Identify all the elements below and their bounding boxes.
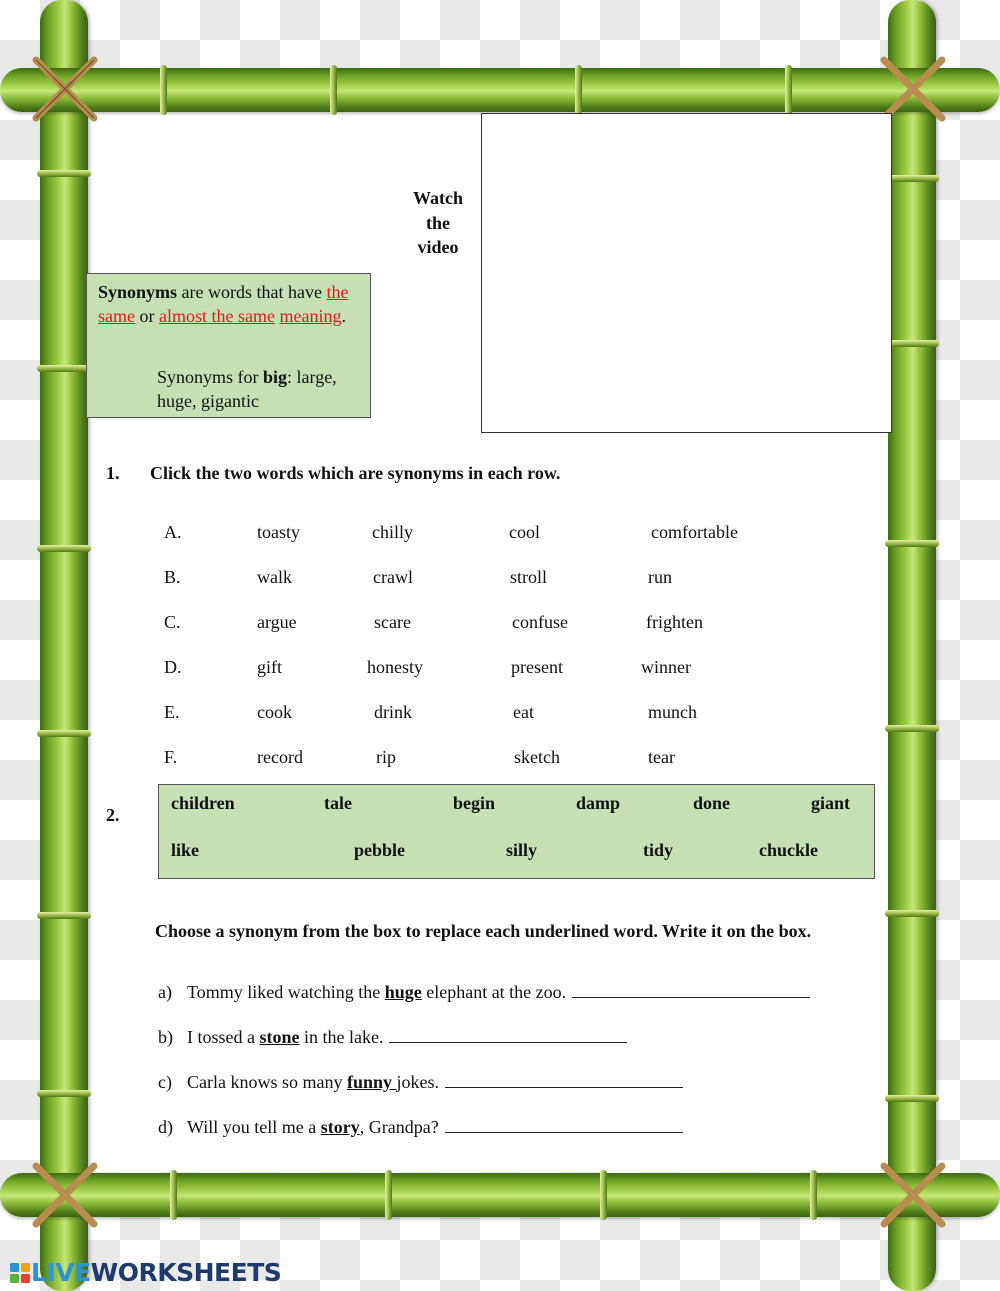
bamboo-bottom [0, 1173, 1000, 1217]
question-2-instruction: Choose a synonym from the box to replace each underlined word. Write it on the box. [155, 921, 812, 941]
definition-text: Synonyms are words that have the same or almost the same meaning. [98, 282, 349, 326]
option-word[interactable]: munch [648, 702, 697, 722]
answer-input[interactable] [445, 1069, 683, 1088]
word-bank-item: silly [506, 840, 538, 860]
option-word[interactable]: frighten [646, 612, 703, 632]
word-bank-item: done [693, 793, 731, 813]
rope-knot-icon [28, 52, 102, 126]
option-word[interactable]: rip [376, 747, 396, 767]
word-bank [158, 784, 875, 879]
word-bank-item: tidy [643, 840, 674, 860]
option-row-d: D. gift honesty present winner [164, 657, 691, 677]
sentence-b: b) I tossed a stone in the lake. [158, 1024, 627, 1048]
option-row-e: E. cook drink eat munch [164, 702, 697, 722]
word-bank-item: chuckle [759, 840, 819, 860]
video-player[interactable] [481, 113, 892, 433]
liveworksheets-logo-icon [10, 1263, 30, 1283]
option-word[interactable]: eat [513, 702, 534, 722]
option-word[interactable]: tear [648, 747, 675, 767]
answer-input[interactable] [389, 1024, 627, 1043]
option-word[interactable]: toasty [257, 522, 300, 542]
option-row-c: C. argue scare confuse frighten [164, 612, 703, 632]
question-1-instruction: Click the two words which are synonyms in each row. [150, 463, 561, 483]
highlight-meaning: meaning [279, 306, 342, 326]
highlight-same: the same [98, 282, 349, 326]
sentence-c: c) Carla knows so many funny jokes. [158, 1069, 683, 1093]
option-word[interactable]: cool [509, 522, 540, 542]
option-row-f: F. record rip sketch tear [164, 747, 675, 767]
sentence-d: d) Will you tell me a story, Grandpa? [158, 1114, 683, 1138]
option-row-b: B. walk crawl stroll run [164, 567, 672, 587]
option-word[interactable]: cook [257, 702, 292, 722]
question-1-number: 1. [106, 463, 120, 483]
example-text: Synonyms for big: large, huge, gigantic [157, 367, 337, 411]
word-bank-item: begin [453, 793, 496, 813]
watch-video-label: Watch the video [412, 188, 463, 257]
option-word[interactable]: argue [257, 612, 297, 632]
answer-input[interactable] [572, 979, 810, 998]
option-word[interactable]: winner [641, 657, 691, 677]
bamboo-top [0, 68, 1000, 112]
option-word[interactable]: crawl [373, 567, 413, 587]
definition-box [86, 273, 371, 418]
option-word[interactable]: drink [374, 702, 412, 722]
bamboo-right [888, 0, 936, 1291]
word-bank-item: damp [576, 793, 621, 813]
sentence-a: a) Tommy liked watching the huge elephant at the zoo. [158, 979, 810, 1003]
word-bank-item: like [171, 840, 200, 860]
option-word[interactable]: run [648, 567, 672, 587]
word-bank-item: giant [811, 793, 851, 813]
option-word[interactable]: stroll [510, 567, 548, 587]
word-bank-item: tale [324, 793, 352, 813]
bamboo-left [40, 0, 88, 1291]
rope-knot-icon [876, 1158, 950, 1232]
option-word[interactable]: walk [257, 567, 292, 587]
option-word[interactable]: honesty [367, 657, 423, 677]
option-word[interactable]: sketch [514, 747, 560, 767]
rope-knot-icon [28, 1158, 102, 1232]
option-word[interactable]: confuse [512, 612, 568, 632]
option-row-a: A. toasty chilly cool comfortable [164, 522, 738, 542]
option-word[interactable]: chilly [372, 522, 413, 542]
highlight-almost-same: almost the same [158, 306, 275, 326]
question-2-number: 2. [106, 805, 120, 825]
word-bank-item: pebble [354, 840, 406, 860]
word-bank-item: children [171, 793, 235, 813]
option-word[interactable]: present [511, 657, 563, 677]
option-word[interactable]: comfortable [651, 522, 738, 542]
answer-input[interactable] [445, 1114, 683, 1133]
option-word[interactable]: record [257, 747, 303, 767]
option-word[interactable]: gift [257, 657, 282, 677]
option-word[interactable]: scare [374, 612, 411, 632]
